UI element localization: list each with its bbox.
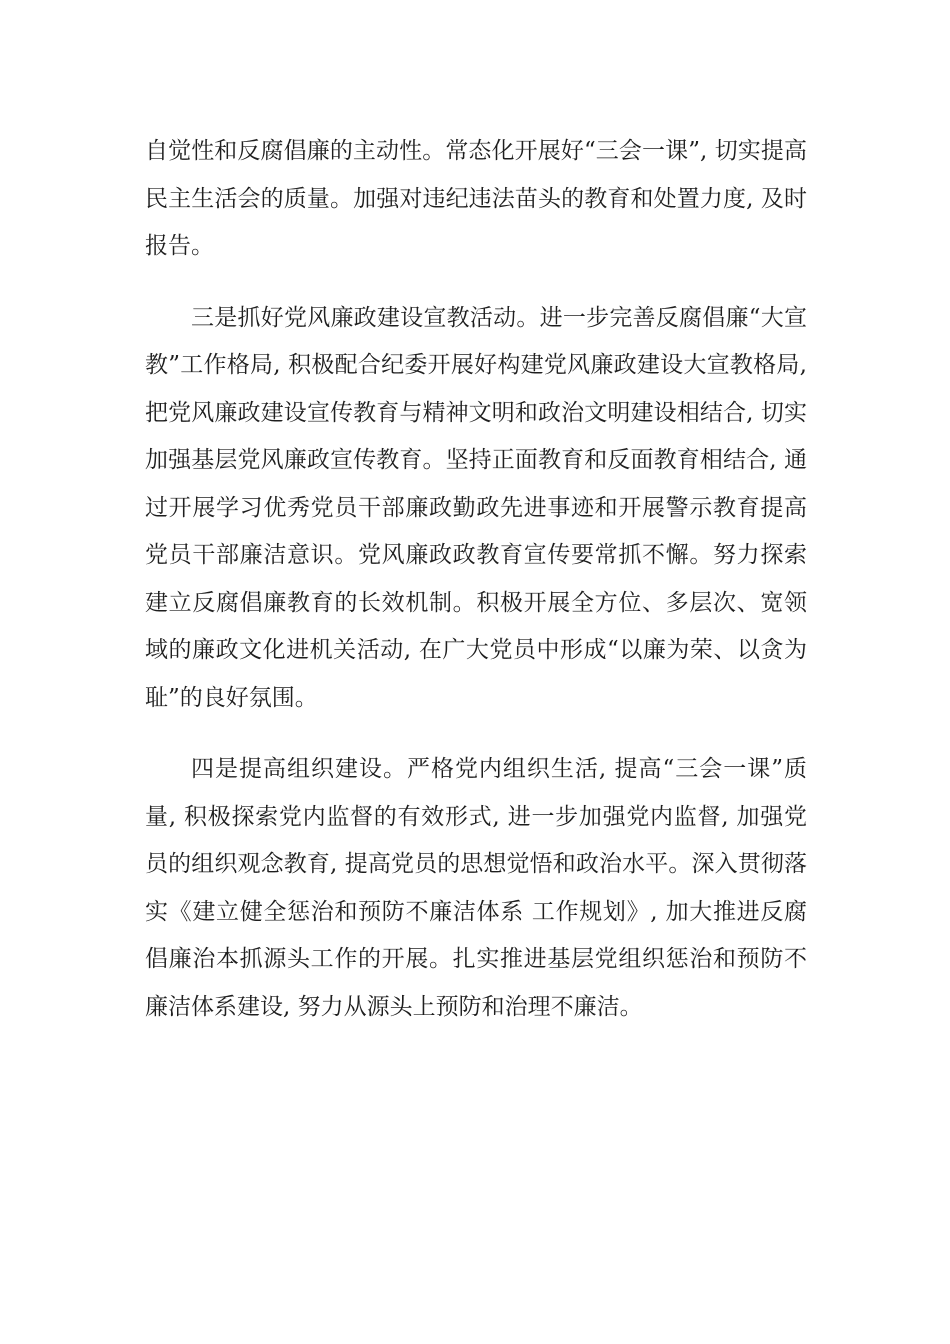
paragraph-organization-building: 四是提高组织建设。严格党内组织生活, 提高“三会一课”质量, 积极探索党内监督的有效形式, 进一步加强党内监督, 加强党员的组织观念教育, 提高党员的思想觉悟和政治水平。深入贯彻落实《建立健全惩治和预防不廉洁体系 工作规划》, 加大推进反腐倡廉治本抓源头工作的开展。扎实推进基层党组织惩治和预防不廉洁体系建设, 努力从源头上预防和治理不廉洁。 [145, 756, 807, 1020]
paragraph-continued: 自觉性和反腐倡廉的主动性。常态化开展好“三会一课”, 切实提高民主生活会的质量。加强对违纪违法苗头的教育和处置力度, 及时报告。 [145, 138, 807, 259]
paragraph-propaganda-education: 三是抓好党风廉政建设宣教活动。进一步完善反腐倡廉“大宣教”工作格局, 积极配合纪委开展好构建党风廉政建设大宣教格局, 把党风廉政建设宣传教育与精神文明和政治文明建设相结合, 切实加强基层党风廉政宣传教育。坚持正面教育和反面教育相结合, 通过开展学习优秀党员干部廉政勤政先进事迹和开展警示教育提高党员干部廉洁意识。党风廉政政教育宣传要常抓不懈。努力探索建立反腐倡廉教育的长效机制。积极开展全方位、多层次、宽领域的廉政文化进机关活动, 在广大党员中形成“以廉为荣、以贪为耻”的良好氛围。 [145, 304, 807, 711]
document-body [145, 128, 807, 1055]
